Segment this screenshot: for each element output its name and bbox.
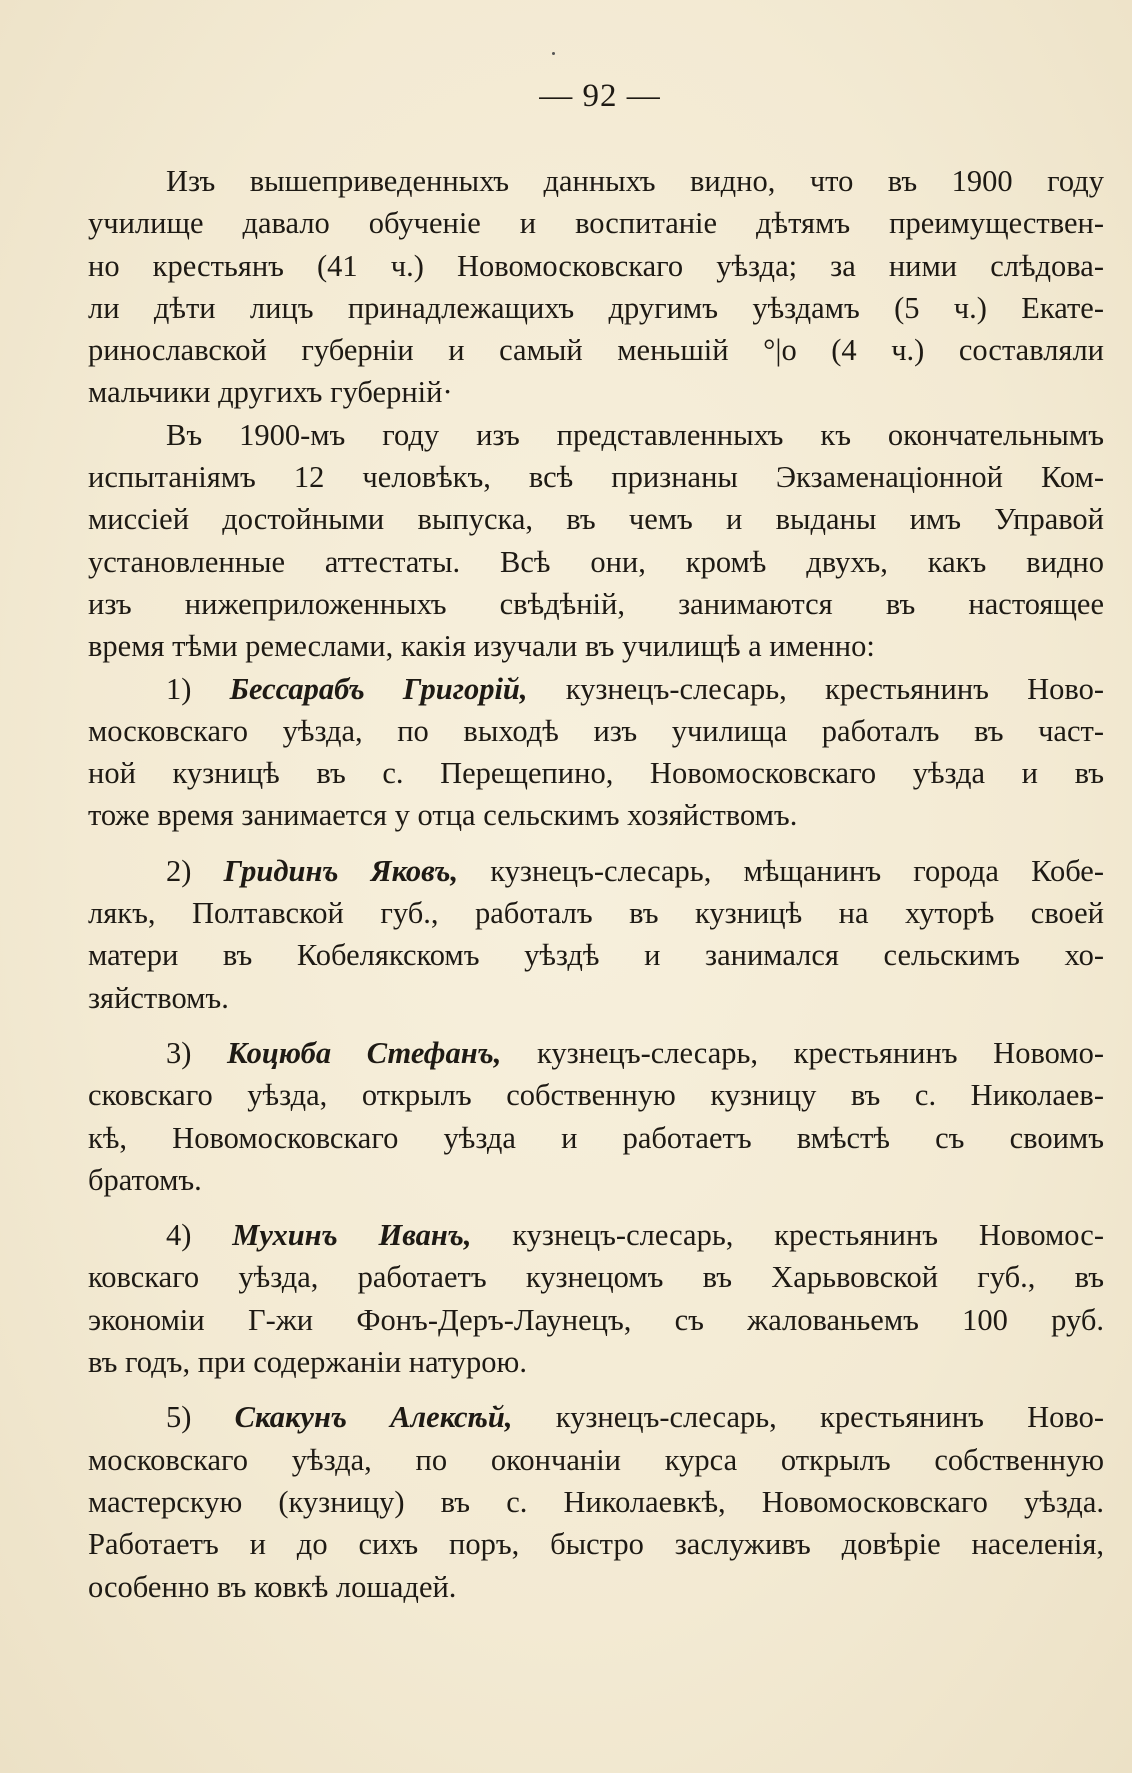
graduate-entry [88,850,1104,1019]
text-line: Въ 1900-мъ году изъ представленныхъ къ окончательнымъ [166,417,1104,452]
text-line: московскаго уѣзда, по выходѣ изъ училища работалъ въ част- [88,713,1104,748]
graduate-name: Скакунъ Алексѣй, [234,1400,513,1435]
entry-first-line [88,1032,1104,1074]
text-line: ковскаго уѣзда, работаетъ кузнецомъ въ Харьвовской губ., въ [88,1260,1104,1295]
entry-text: кузнецъ-слесарь, крестьянинъ Ново- [565,671,1104,706]
text-line: кѣ, Новомосковскаго уѣзда и работаетъ вмѣстѣ съ своимъ [88,1120,1104,1155]
text-line: въ годъ, при содержаніи натурою. [88,1345,527,1380]
entry-text: кузнецъ-слесарь, крестьянинъ Новомо- [536,1035,1104,1070]
text-line: время тѣми ремеслами, какія изучали въ училищѣ а именно: [88,629,875,664]
entry-text: кузнецъ-слесарь, крестьянинъ Новомос- [512,1218,1104,1253]
paragraph-graduates [88,414,1104,668]
entry-first-line [88,668,1104,710]
text-line: ной кузницѣ въ с. Перещепино, Новомосковскаго уѣзда и въ [88,756,1104,791]
text-line: особенно въ ковкѣ лошадей. [88,1569,457,1604]
body-text [88,160,1104,1608]
graduate-name: Бессарабъ Григорій, [229,671,528,706]
entry-text: кузнецъ-слесарь, мѣщанинъ города Кобе- [490,853,1104,888]
entry-first-line [88,1396,1104,1438]
text-line: мальчики другихъ губерній· [88,375,453,410]
graduate-name: Коцюба Стефанъ, [227,1035,502,1070]
graduate-name: Мухинъ Иванъ, [232,1218,472,1253]
text-line: установленные аттестаты. Всѣ они, кромѣ двухъ, какъ видно [88,544,1104,579]
entry-number: 5) [166,1400,192,1435]
text-line: изъ нижеприложенныхъ свѣдѣній, занимаются въ настоящее [88,586,1104,621]
text-line: тоже время занимается у отца сельскимъ хозяйствомъ. [88,798,798,833]
text-line: училище давало обученіе и воспитаніе дѣтямъ преимуществен- [88,206,1104,241]
text-line: братомъ. [88,1162,202,1197]
entry-number: 4) [166,1218,192,1253]
entry-number: 1) [166,671,192,706]
text-line: испытаніямъ 12 человѣкъ, всѣ признаны Экзаменаціонной Ком- [88,460,1104,495]
text-line: зяйствомъ. [88,980,229,1015]
page-number: — 92 — [539,78,661,114]
paragraph-intro [88,160,1104,414]
text-line: ринославской губерніи и самый меньшій °|о (4 ч.) составляли [88,333,1104,368]
text-line: московскаго уѣзда, по окончаніи курса открылъ собственную [88,1442,1104,1477]
text-line: но крестьянъ (41 ч.) Новомосковскаго уѣзда; за ними слѣдова- [88,248,1104,283]
text-line: ли дѣти лицъ принадлежащихъ другимъ уѣздамъ (5 ч.) Екате- [88,290,1104,325]
text-line: экономіи Г-жи Фонъ-Деръ-Лаунецъ, съ жалованьемъ 100 руб. [88,1302,1104,1337]
text-line: мастерскую (кузницу) въ с. Николаевкѣ, Новомосковскаго уѣзда. [88,1484,1104,1519]
graduate-entry [88,1214,1104,1383]
text-line: матери въ Кобелякскомъ уѣздѣ и занимался сельскимъ хо- [88,938,1104,973]
entry-first-line [88,1214,1104,1256]
graduate-name: Гридинъ Яковъ, [223,853,459,888]
graduate-entry [88,1396,1104,1607]
text-line: Изъ вышеприведенныхъ данныхъ видно, что въ 1900 году [166,164,1104,198]
entry-number: 3) [166,1035,192,1070]
entry-number: 2) [166,853,192,888]
graduate-entry [88,668,1104,837]
text-line: миссіей достойными выпуска, въ чемъ и выданы имъ Управой [88,502,1104,537]
text-line: лякъ, Полтавской губ., работалъ въ кузницѣ на хуторѣ своей [88,896,1104,931]
text-line: Работаетъ и до сихъ поръ, быстро заслуживъ довѣріе населенія, [88,1527,1104,1562]
graduate-entry [88,1032,1104,1201]
entry-first-line [88,850,1104,892]
entry-text: кузнецъ-слесарь, крестьянинъ Ново- [555,1400,1104,1435]
print-speck [552,52,555,55]
text-line: сковскаго уѣзда, открылъ собственную кузницу въ с. Николаев- [88,1078,1104,1113]
